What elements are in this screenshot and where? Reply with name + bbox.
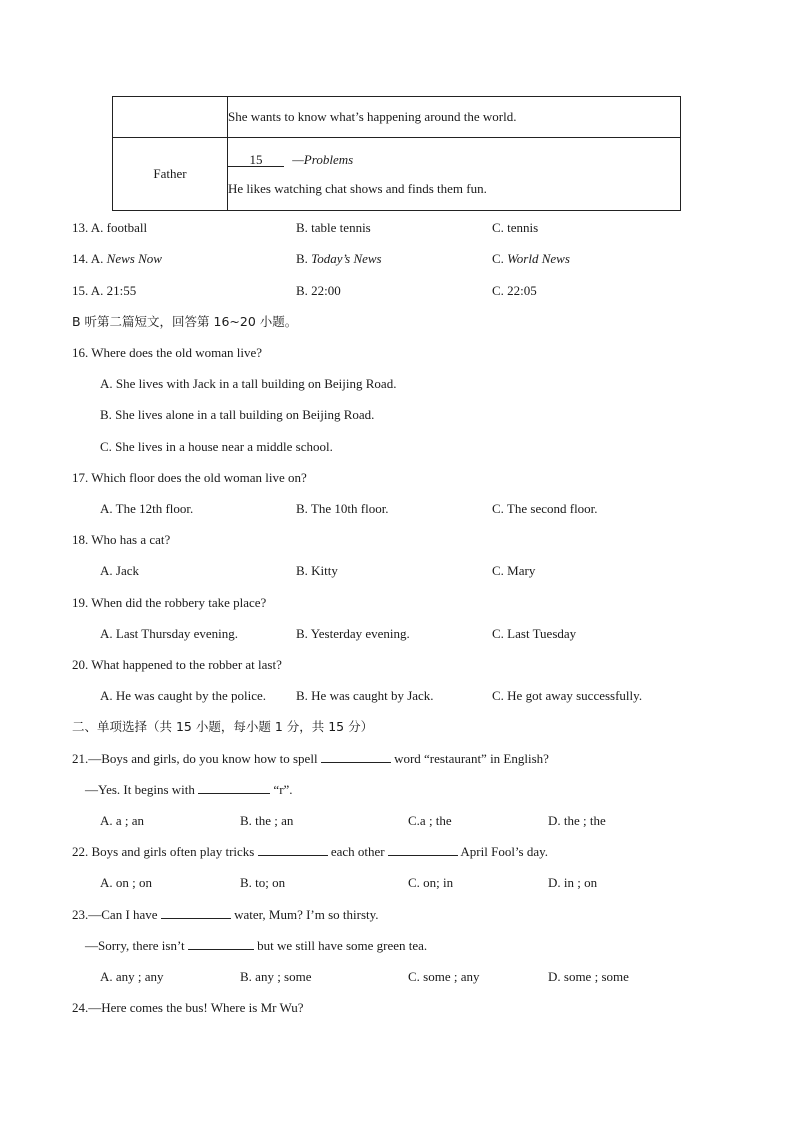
q13-option-c: C. tennis	[492, 220, 539, 235]
q23-l1-pre: 23.—Can I have	[72, 907, 161, 922]
answer-blank	[188, 949, 254, 950]
q19-stem: 19. When did the robbery take place?	[72, 595, 267, 610]
q17-option-a: A. The 12th floor.	[100, 501, 194, 516]
answer-blank	[388, 855, 458, 856]
table-description: He likes watching chat shows and finds them fun.	[228, 180, 487, 196]
q22-post: April Fool’s day.	[457, 844, 549, 859]
q23-option-d: D. some ; some	[548, 969, 629, 984]
q22-option-c: C. on; in	[408, 875, 454, 890]
listening-table	[112, 96, 681, 211]
q21-l1-pre: 21.—Boys and girls, do you know how to spell	[72, 751, 321, 766]
q23-line-1	[72, 907, 379, 923]
q15-option-c: C. 22:05	[492, 283, 537, 298]
q18-stem: 18. Who has a cat?	[72, 532, 171, 547]
q20-stem: 20. What happened to the robber at last?	[72, 657, 282, 672]
q18-option-a: A. Jack	[100, 563, 139, 578]
q23-l2-pre: —Sorry, there isn’t	[85, 938, 188, 953]
table-label-cell	[113, 97, 228, 138]
q17-option-c: C. The second floor.	[492, 501, 598, 516]
table-text-cell	[228, 138, 681, 211]
q20-option-c: C. He got away successfully.	[492, 688, 643, 703]
q22-option-a: A. on ; on	[100, 875, 152, 890]
q23-line-2	[85, 938, 427, 954]
q22-option-d: D. in ; on	[548, 875, 598, 890]
q17-stem: 17. Which floor does the old woman live on?	[72, 470, 307, 485]
q18-option-b: B. Kitty	[296, 563, 338, 578]
q23-option-b: B. any ; some	[240, 969, 312, 984]
q16-option-c: C. She lives in a house near a middle school.	[100, 439, 333, 454]
program-title: —Problems	[292, 151, 354, 167]
q22-mid: each other	[327, 844, 388, 859]
q14-c-prefix: C.	[492, 251, 508, 266]
q16-option-b: B. She lives alone in a tall building on Beijing Road.	[100, 407, 375, 422]
q20-option-b: B. He was caught by Jack.	[296, 688, 434, 703]
table-label-cell: Father	[113, 138, 228, 211]
section-2-heading: 二、单项选择（共 15 小题，每小题 1 分，共 15 分）	[72, 719, 374, 734]
q24-stem: 24.—Here comes the bus! Where is Mr Wu?	[72, 1000, 304, 1015]
q23-l2-post: but we still have some green tea.	[253, 938, 428, 953]
q14-b-title: Today’s News	[311, 251, 382, 266]
q14-option-a	[72, 251, 162, 267]
q16-stem: 16. Where does the old woman live?	[72, 345, 263, 360]
q21-option-d: D. the ; the	[548, 813, 606, 828]
q14-a-prefix: 14. A.	[72, 251, 107, 266]
q21-line-2	[85, 782, 293, 798]
q23-l1-post: water, Mum? I’m so thirsty.	[230, 907, 379, 922]
answer-blank	[321, 762, 391, 763]
table-row	[113, 97, 681, 138]
q22-stem	[72, 844, 548, 860]
q15-option-a: 15. A. 21:55	[72, 283, 137, 298]
q14-b-prefix: B.	[296, 251, 312, 266]
q20-option-a: A. He was caught by the police.	[100, 688, 267, 703]
q19-option-c: C. Last Tuesday	[492, 626, 577, 641]
section-b-heading: B 听第二篇短文，回答第 16~20 小题。	[72, 314, 298, 329]
q15-option-b: B. 22:00	[296, 283, 341, 298]
q21-line-1	[72, 751, 549, 767]
answer-blank	[258, 855, 328, 856]
q13-option-b: B. table tennis	[296, 220, 371, 235]
q23-option-c: C. some ; any	[408, 969, 480, 984]
q19-option-b: B. Yesterday evening.	[296, 626, 410, 641]
q23-option-a: A. any ; any	[100, 969, 164, 984]
q14-option-b	[296, 251, 382, 267]
q22-option-b: B. to; on	[240, 875, 286, 890]
q21-l2-post: “r”.	[270, 782, 293, 797]
q18-option-c: C. Mary	[492, 563, 536, 578]
q21-option-a: A. a ; an	[100, 813, 145, 828]
answer-blank	[161, 918, 231, 919]
answer-blank	[198, 793, 270, 794]
q21-option-b: B. the ; an	[240, 813, 294, 828]
q14-c-title: World News	[507, 251, 570, 266]
answer-blank-15: 15	[228, 153, 284, 167]
q17-option-b: B. The 10th floor.	[296, 501, 389, 516]
table-text-cell: She wants to know what’s happening around the world.	[228, 97, 681, 138]
q19-option-a: A. Last Thursday evening.	[100, 626, 239, 641]
q22-pre: 22. Boys and girls often play tricks	[72, 844, 258, 859]
q13-option-a: 13. A. football	[72, 220, 148, 235]
q21-l1-post: word “restaurant” in English?	[390, 751, 549, 766]
q16-option-a: A. She lives with Jack in a tall building on Beijing Road.	[100, 376, 397, 391]
q14-a-title: News Now	[106, 251, 162, 266]
q21-l2-pre: —Yes. It begins with	[85, 782, 199, 797]
q14-option-c	[492, 251, 570, 267]
table-row	[113, 138, 681, 211]
q21-option-c: C.a ; the	[408, 813, 452, 828]
